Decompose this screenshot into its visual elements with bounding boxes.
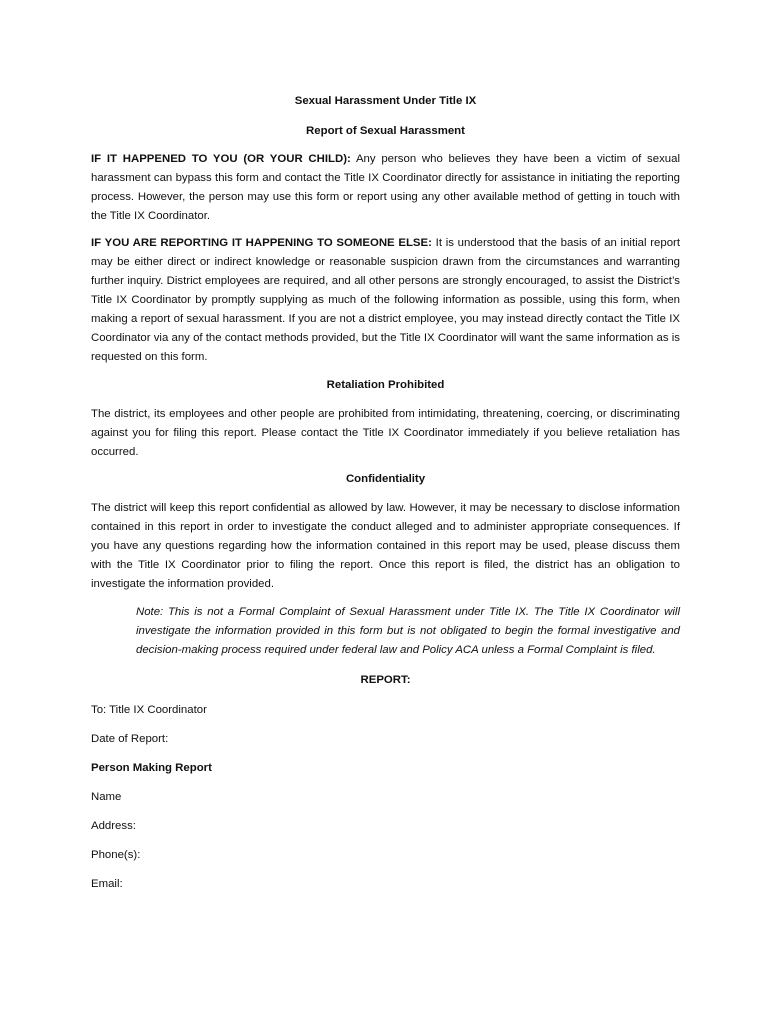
address-label: Address:: [91, 820, 136, 833]
document-title: Sexual Harassment Under Title IX: [294, 95, 477, 107]
paragraph-victim: [91, 150, 680, 226]
person-making-report-heading: Person Making Report: [91, 762, 212, 775]
document-content: [91, 92, 680, 904]
paragraph-victim-text: Any person who believes they have been a victim of sexual harassment can bypass this form and contact the Title IX Coordinator directly for assistance in initiating the reporting process. However, the person may use this form or report using any other available method of getting in touch with the Title IX Coordinator.: [91, 152, 680, 222]
date-of-report-label: Date of Report:: [91, 733, 169, 746]
paragraph-third-party-text: It is understood that the basis of an initial report may be either direct or indirect knowledge or reasonable suspicion drawn from the circumstances and warranting further inquiry. District employees are required, and all other persons are strongly encouraged, to assist the District’s Title IX Coordinator by promptly supplying as much of the following information as possible, using this form, when making a report of sexual harassment. If you are not a district employee, you may instead directly contact the Title IX Coordinator via any of the contact methods provided, but the Title IX Coordinator will want the same information as is requested on this form.: [91, 237, 680, 363]
phone-label: Phone(s):: [91, 849, 141, 861]
to-line: To: Title IX Coordinator: [91, 704, 207, 717]
confidentiality-heading: Confidentiality: [345, 473, 426, 486]
paragraph-victim-lead: IF IT HAPPENED TO YOU (OR YOUR CHILD):: [91, 152, 351, 165]
retaliation-heading: Retaliation Prohibited: [326, 378, 445, 391]
paragraph-third-party: [91, 234, 680, 366]
note-paragraph: Note: This is not a Formal Complaint of Sexual Harassment under Title IX. The Title IX Coordinator will investigate the information provided in this form but is not obligated to begin the formal investigative and decision-making process required under federal law and Policy ACA unless a Formal Complaint is filed.: [136, 605, 680, 656]
report-heading: REPORT:: [360, 673, 411, 686]
document-subtitle: Report of Sexual Harassment: [306, 124, 465, 137]
paragraph-third-party-lead: IF YOU ARE REPORTING IT HAPPENING TO SOMEONE ELSE:: [91, 237, 432, 250]
name-label: Name: [91, 791, 122, 804]
email-label: Email:: [91, 877, 123, 890]
retaliation-paragraph: The district, its employees and other people are prohibited from intimidating, threatening, coercing, or discriminating against you for filing this report. Please contact the Title IX Coordinator immediately if you believe retaliation has occurred.: [91, 407, 680, 458]
confidentiality-paragraph: The district will keep this report confidential as allowed by law. However, it may be necessary to disclose information contained in this report in order to investigate the conduct alleged and to administer appropriate consequences. If you have any questions regarding how the information contained in this report may be used, please discuss them with the Title IX Coordinator prior to filing the report. Once this report is filed, the district has an obligation to investigate the information provided.: [91, 502, 680, 590]
